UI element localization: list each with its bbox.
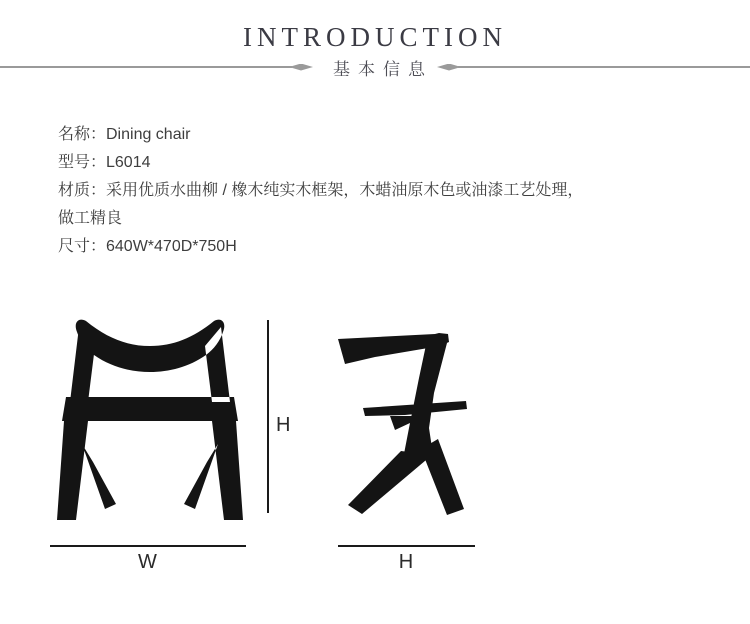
diamond-ornament-left-icon [289, 64, 313, 71]
depth-dimension-line [338, 545, 475, 547]
page-title: INTRODUCTION [243, 22, 507, 52]
product-model-line: 型号：L6014 [58, 154, 151, 171]
height-dimension-line [267, 320, 269, 513]
diamond-ornament-right-icon [437, 64, 461, 71]
width-dimension-label: W [138, 551, 158, 573]
width-dimension-line [50, 545, 246, 547]
product-material-line: 材质：采用优质水曲柳 / 橡木纯实木框架，木蜡油原木色或油漆工艺处理， [58, 182, 584, 199]
product-material-line-2: 做工精良 [58, 210, 123, 227]
depth-dimension-label: H [398, 551, 415, 573]
product-name-line: 名称：Dining chair [58, 126, 191, 143]
chair-side-silhouette [335, 333, 480, 518]
divider-line-right [458, 66, 750, 68]
height-dimension-label: H [276, 414, 292, 436]
subheader [0, 57, 750, 77]
divider-line-left [0, 66, 292, 68]
chair-front-silhouette [55, 318, 245, 520]
product-info [58, 121, 698, 261]
product-dimensions-line: 尺寸：640W*470D*750H [58, 238, 237, 255]
section-subtitle: 基本信息 [333, 59, 433, 79]
